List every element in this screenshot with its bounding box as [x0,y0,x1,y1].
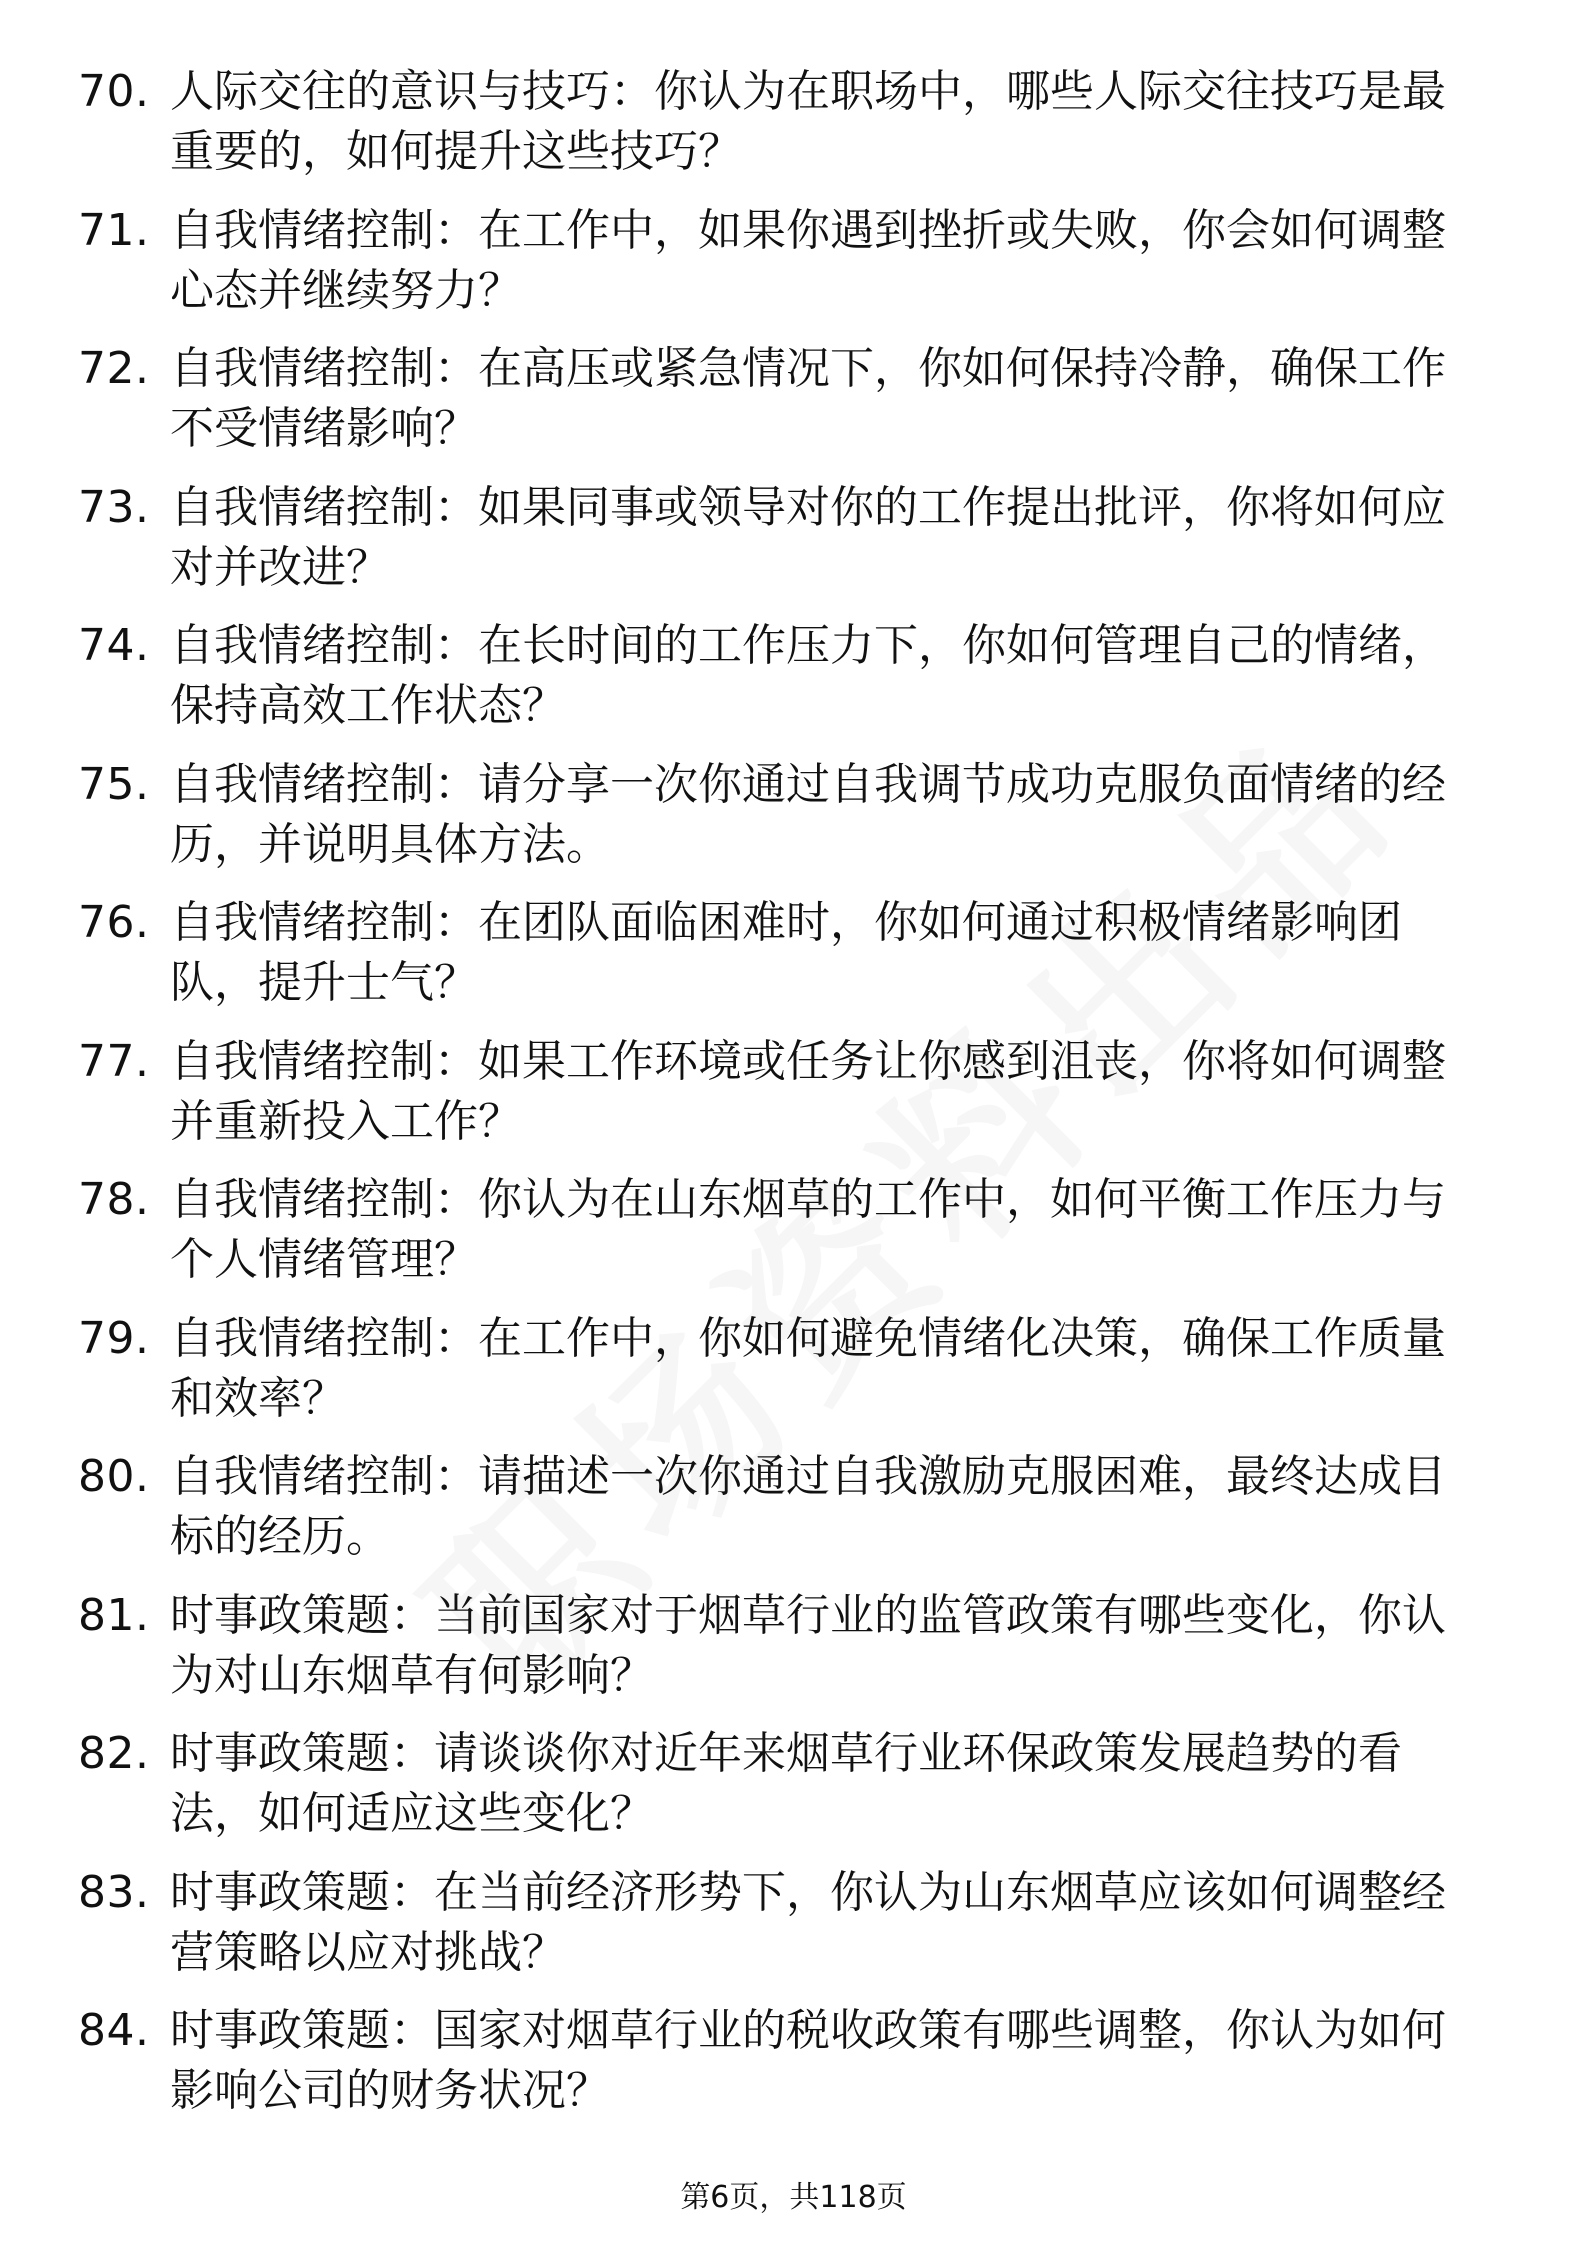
question-item [78,1032,1498,1152]
question-number: 84. [78,2005,150,2056]
question-text: 自我情绪控制：如果工作环境或任务让你感到沮丧，你将如何调整并重新投入工作？ [170,1035,1446,1147]
question-number: 73. [78,481,150,533]
question-number: 71. [78,204,150,256]
question-item [78,201,1498,321]
question-text: 自我情绪控制：请分享一次你通过自我调节成功克服负面情绪的经历，并说明具体方法。 [170,758,1446,870]
question-item [78,893,1498,1013]
question-text: 自我情绪控制：在高压或紧急情况下，你如何保持冷静，确保工作不受情绪影响？ [170,343,1446,454]
question-number: 82. [78,1728,150,1779]
question-text: 自我情绪控制：如果同事或领导对你的工作提出批评，你将如何应对并改进？ [170,481,1446,593]
question-number: 72. [78,343,150,394]
question-number: 70. [78,66,150,117]
question-text: 自我情绪控制：请描述一次你通过自我激励克服困难，最终达成目标的经历。 [170,1451,1446,1562]
question-item [78,1863,1498,1983]
question-number: 81. [78,1589,150,1641]
question-item [78,339,1498,459]
question-text: 时事政策题：在当前经济形势下，你认为山东烟草应该如何调整经营策略以应对挑战？ [170,1866,1446,1978]
question-item [78,1586,1498,1706]
question-item [78,478,1498,598]
question-number: 80. [78,1451,150,1502]
question-number: 74. [78,620,150,671]
question-text: 自我情绪控制：你认为在山东烟草的工作中，如何平衡工作压力与个人情绪管理？ [170,1174,1446,1285]
question-item [78,1447,1498,1567]
question-item [78,616,1498,736]
question-number: 75. [78,758,150,810]
question-item [78,1309,1498,1429]
question-text: 时事政策题：国家对烟草行业的税收政策有哪些调整，你认为如何影响公司的财务状况？ [170,2005,1446,2116]
question-text: 人际交往的意识与技巧：你认为在职场中，哪些人际交往技巧是最重要的，如何提升这些技巧？ [170,66,1446,177]
question-item [78,62,1498,182]
question-number: 78. [78,1174,150,1225]
question-text: 时事政策题：请谈谈你对近年来烟草行业环保政策发展趋势的看法，如何适应这些变化？ [170,1728,1402,1839]
question-text: 自我情绪控制：在团队面临困难时，你如何通过积极情绪影响团队，提升士气？ [170,897,1402,1008]
question-text: 时事政策题：当前国家对于烟草行业的监管政策有哪些变化，你认为对山东烟草有何影响？ [170,1589,1446,1701]
question-number: 77. [78,1035,150,1087]
question-list [78,62,1498,2140]
question-item [78,1724,1498,1844]
question-item [78,2001,1498,2121]
question-number: 76. [78,897,150,948]
question-number: 79. [78,1312,150,1364]
question-item [78,755,1498,875]
question-text: 自我情绪控制：在长时间的工作压力下，你如何管理自己的情绪，保持高效工作状态？ [170,620,1446,731]
question-text: 自我情绪控制：在工作中，你如何避免情绪化决策，确保工作质量和效率？ [170,1312,1446,1424]
question-text: 自我情绪控制：在工作中，如果你遇到挫折或失败，你会如何调整心态并继续努力？ [170,204,1446,316]
question-item [78,1170,1498,1290]
question-number: 83. [78,1866,150,1918]
page-footer: 第6页，共118页 [680,2180,907,2215]
